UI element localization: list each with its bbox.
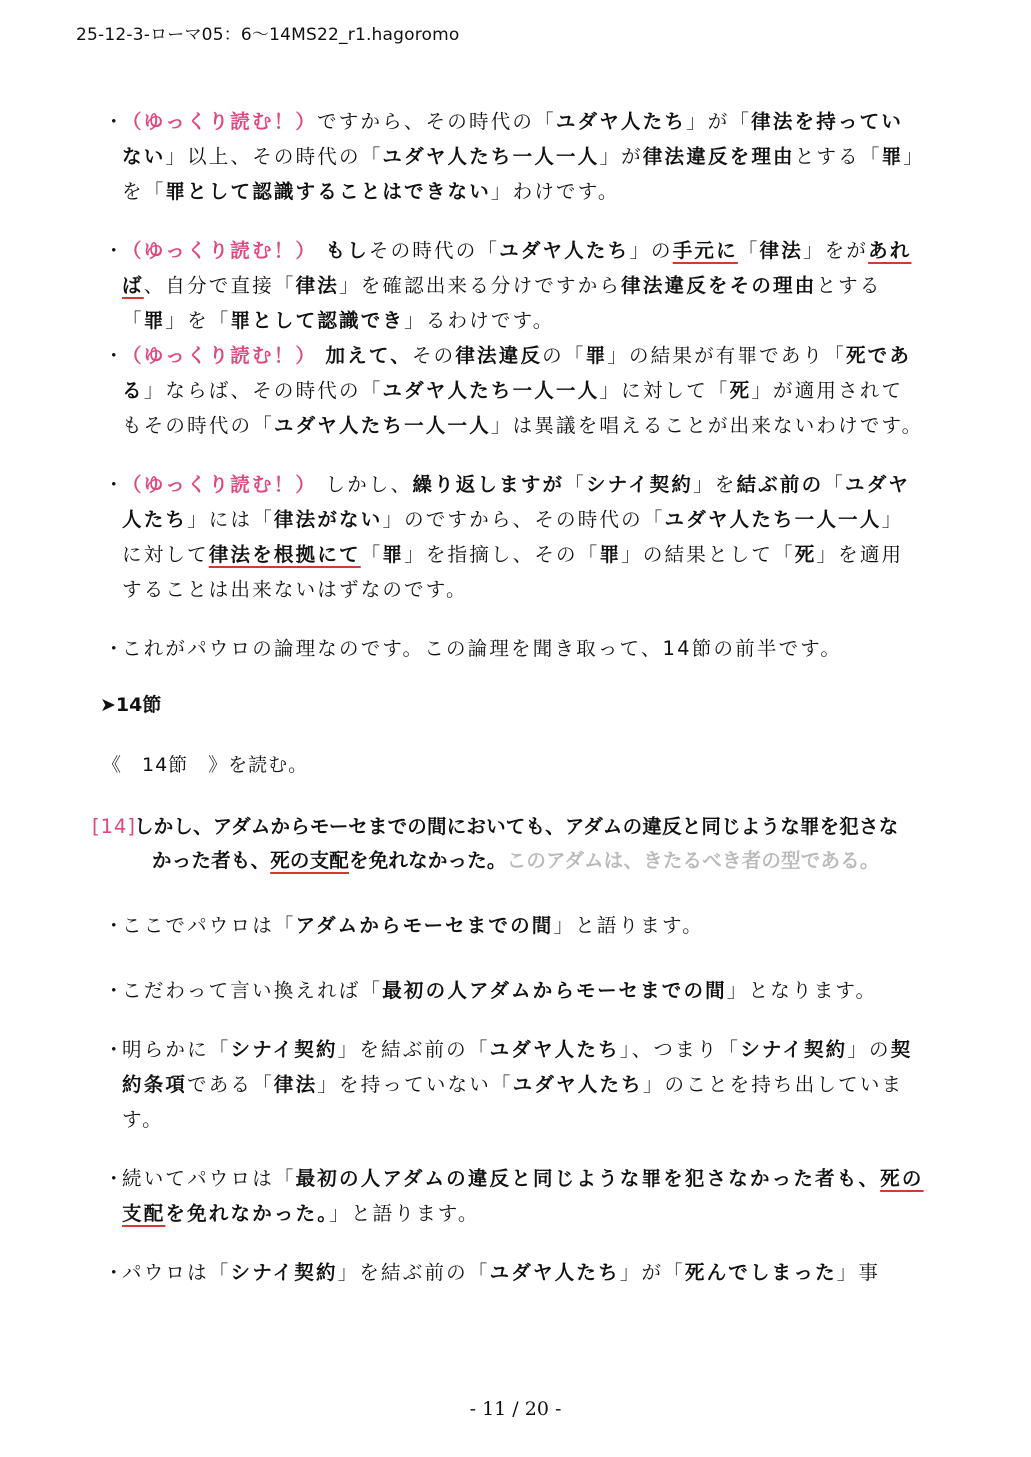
bullet: ・: [104, 637, 126, 660]
bold-text: ユダヤ人たち: [489, 1038, 620, 1061]
text: 」、つまり「: [619, 1038, 741, 1061]
text: 」以上、その時代の「: [165, 145, 383, 168]
underlined-text: 死の支配: [270, 849, 350, 872]
paragraph-2: [104, 233, 924, 338]
text: とする「: [794, 145, 882, 168]
bold-text: 結ぶ前の: [736, 473, 824, 496]
text: 」の: [629, 239, 673, 262]
bold-text: ユダヤ人たち: [122, 473, 911, 531]
text: の「: [542, 344, 586, 367]
text: 」わけです。: [490, 180, 620, 203]
bold-text: 契約条項: [122, 1038, 913, 1096]
paragraph-4: [104, 467, 924, 607]
text: これがパウロの論理なのです。この論理を聞き取って、14節の前半です。: [122, 637, 843, 660]
text: こだわって言い換えれば「: [122, 979, 383, 1002]
paragraph-9: [104, 1161, 924, 1231]
scripture-verse: [92, 810, 924, 878]
text: 」事: [836, 1261, 881, 1284]
bold-text: 律法: [295, 274, 340, 297]
document-header: 25-12-3-ローマ05：6～14MS22_r1.hagoromo: [76, 25, 460, 45]
underlined-text: 手元に: [672, 239, 738, 262]
text: 続いてパウロは「: [122, 1167, 296, 1190]
bold-text: ユダヤ人たち一人一人: [273, 414, 491, 437]
text: 「: [360, 543, 383, 566]
text: 「: [564, 473, 586, 496]
bullet: ・: [104, 1038, 126, 1061]
bold-text: ユダヤ人たち一人一人: [664, 508, 882, 531]
text: 」に対して: [122, 508, 904, 566]
text: 」のですから、その時代の「: [382, 508, 665, 531]
text: かった者も、: [152, 849, 271, 872]
bullet: ・: [104, 110, 126, 133]
text: 」を「: [165, 309, 231, 332]
text: その時代の「: [368, 239, 500, 262]
underlined-text: 律法を根拠にて: [208, 543, 361, 566]
text: その: [411, 344, 456, 367]
text: 」が: [599, 145, 643, 168]
bold-text: ユダヤ人たち一人一人: [382, 379, 600, 402]
paragraph-1: [104, 104, 924, 209]
bold-text: 最初の人アダムの違反と同じような罪を犯さなかった者も、: [295, 1167, 881, 1190]
read-slowly-note: （ゆっくり読む！）: [122, 473, 318, 496]
text: 「: [737, 239, 760, 262]
bold-text: 罪: [881, 145, 904, 168]
bullet: ・: [104, 239, 126, 262]
text: 」のことを持ち出しています。: [122, 1073, 904, 1131]
paragraph-5: [104, 631, 924, 666]
bold-text: 最初の人アダムからモーセまでの間: [382, 979, 727, 1002]
bold-text: 罪: [382, 543, 405, 566]
verse-line-2: [134, 844, 924, 878]
bold-text: 律法を持っていない: [122, 110, 904, 168]
text: ここでパウロは「: [122, 914, 296, 937]
verse-line-1: しかし、アダムからモーセまでの間においても、アダムの違反と同じような罪を犯さな: [134, 815, 899, 838]
bold-text: 律法: [759, 239, 803, 262]
text: 」の結果として「: [621, 543, 795, 566]
bold-text: アダムからモーセまでの間: [295, 914, 554, 937]
bold-text: 死である: [122, 344, 912, 402]
bold-text: ユダヤ人たち一人一人: [382, 145, 600, 168]
section-heading: ➤14節: [100, 694, 162, 716]
text: とする「: [122, 274, 882, 332]
bold-text: もし: [325, 239, 369, 262]
text: 」の: [847, 1038, 891, 1061]
text: 」には「: [187, 508, 274, 531]
text: 」をが: [802, 239, 869, 262]
text: 」は異議を唱えることが出来ないわけです。: [490, 414, 924, 437]
text: 」るわけです。: [404, 309, 555, 332]
bold-text: 罪: [599, 543, 622, 566]
text: ですから、その時代の「: [317, 110, 556, 133]
text: 」の結果が有罪であり「: [607, 344, 846, 367]
text: 「: [823, 473, 845, 496]
bold-text: 律法違反: [455, 344, 543, 367]
text: である「: [187, 1073, 274, 1096]
bold-text: 死: [794, 543, 817, 566]
paragraph-3: [104, 338, 924, 443]
paragraph-10: [104, 1255, 924, 1290]
read-instruction: 《 14節 》を読む。: [102, 754, 309, 776]
text: 」となります。: [726, 979, 878, 1002]
text: 」と語ります。: [329, 1202, 480, 1225]
bullet: ・: [104, 979, 126, 1002]
underlined-text: 死の支配: [122, 1167, 924, 1225]
bold-text: 罪として認識することはできない: [165, 180, 491, 203]
page-number: - 11 / 20 -: [469, 1398, 562, 1420]
bold-text: 律法違反を理由: [642, 145, 795, 168]
bold-text: を免れなかった。: [165, 1202, 330, 1225]
text: 」を適用することは出来ないはずなのです。: [122, 543, 904, 601]
text: 」を結ぶ前の「: [337, 1038, 490, 1061]
bold-text: 死: [729, 379, 752, 402]
bold-text: シナイ契約: [230, 1038, 338, 1061]
bold-text: 繰り返しますが: [412, 473, 565, 496]
bullet: ・: [104, 473, 126, 496]
read-slowly-note: （ゆっくり読む！）: [122, 110, 318, 133]
bold-text: 加えて、: [325, 344, 412, 367]
underlined-text: あれば: [122, 239, 912, 297]
bold-text: 律法: [273, 1073, 318, 1096]
bold-text: 律法違反をその理由: [621, 274, 817, 297]
bold-text: ユダヤ人たち: [489, 1261, 620, 1284]
paragraph-7: [104, 973, 924, 1008]
text: 」ならば、その時代の「: [143, 379, 383, 402]
text: 」を「: [122, 145, 916, 203]
bold-text: ユダヤ人たち: [499, 239, 630, 262]
bold-text: 罪: [143, 309, 166, 332]
text: 」を確認出来る分けですから: [339, 274, 622, 297]
bullet: ・: [104, 914, 126, 937]
bold-text: 罪: [585, 344, 608, 367]
text: 」が「: [619, 1261, 685, 1284]
bold-text: ユダヤ人たち: [555, 110, 687, 133]
paragraph-6: [104, 908, 924, 943]
bullet: ・: [104, 344, 126, 367]
read-slowly-note: （ゆっくり読む！）: [122, 239, 318, 262]
document-body: [92, 104, 924, 1290]
bold-text: シナイ契約: [230, 1261, 338, 1284]
text: 」を: [693, 473, 737, 496]
text: 」を持っていない「: [317, 1073, 513, 1096]
bold-text: シナイ契約: [585, 473, 694, 496]
read-slowly-note: （ゆっくり読む！）: [122, 344, 318, 367]
text: 」を結ぶ前の「: [337, 1261, 490, 1284]
text: しかし、: [325, 473, 413, 496]
text: を免れなかった。: [349, 849, 507, 872]
text: 明らかに「: [122, 1038, 231, 1061]
bold-text: 死んでしまった: [684, 1261, 837, 1284]
text: 、自分で直接「: [143, 274, 296, 297]
verse-number: [14]: [92, 815, 137, 838]
text: 」に対して「: [599, 379, 730, 402]
text: 」が「: [686, 110, 752, 133]
text: 」と語ります。: [553, 914, 704, 937]
text: 」が適用されてもその時代の「: [122, 379, 904, 437]
bold-text: ユダヤ人たち: [512, 1073, 643, 1096]
bullet: ・: [104, 1261, 126, 1284]
bold-text: 罪として認識でき: [230, 309, 405, 332]
bold-text: シナイ契約: [740, 1038, 848, 1061]
bullet: ・: [104, 1167, 126, 1190]
paragraph-8: [104, 1032, 924, 1137]
text: 」を指摘し、その「: [404, 543, 600, 566]
grayed-text: このアダムは、きたるべき者の型である。: [506, 849, 880, 872]
text: パウロは「: [122, 1261, 231, 1284]
bold-text: 律法がない: [273, 508, 383, 531]
